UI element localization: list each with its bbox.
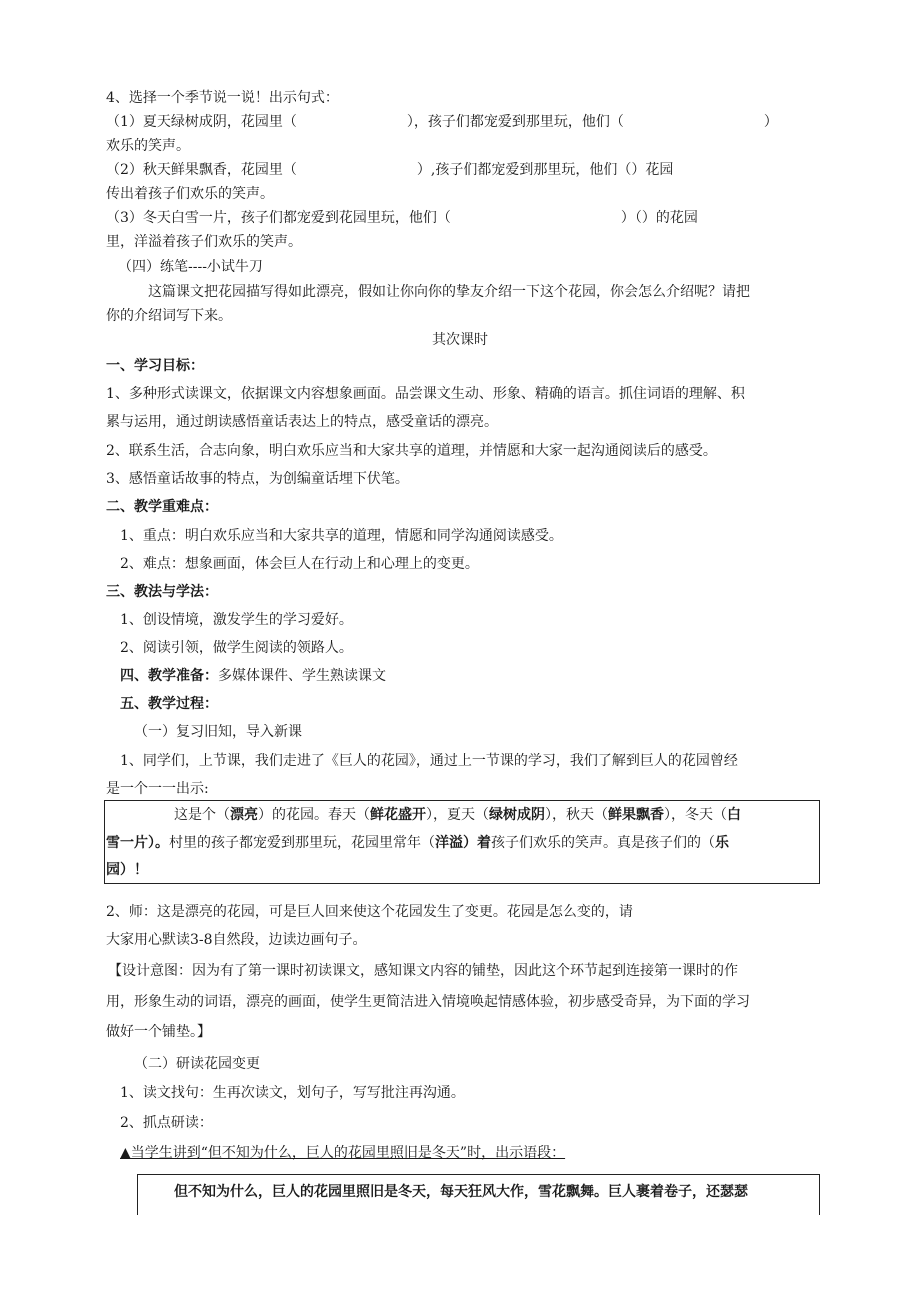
goals-heading: 一、学习目标： [106,358,204,374]
practice-title: （四）练笔----小试牛刀 [118,259,263,275]
read-step-1: 1、读文找句：生再次读文，划句子，写写批注再沟通。 [120,1085,465,1101]
process-part1: （一）复习旧知，导入新课 [134,724,302,740]
prep-line [120,666,386,686]
box-answer: 绿树成阴 [489,807,545,823]
box-answer: 雪一片）。 [106,835,169,851]
sentence1-part-a: （1）夏天绿树成阴，花园里（ [106,114,297,130]
sentence1-line [106,112,778,132]
box-answer: ）着 [463,835,491,851]
key-2: 2、难点：想象画面，体会巨人在行动上和心理上的变更。 [120,556,479,572]
box-answer: 鲜果飘香 [608,807,664,823]
sentence3-part-a: （3）冬天白雪一片，孩子们都宠爱到花园里玩，他们（ [106,210,451,226]
section4-title: 4、选择一个季节说一说！出示句式： [106,90,339,106]
sentence2-line [106,160,673,180]
box-line-2 [106,833,729,853]
sentence2-part-b: ）,孩子们都宠爱到那里玩，他们（）花园 [416,162,674,178]
box-text: ）的花园。春天（ [258,807,370,823]
quote-text: 但不知为什么，巨人的花园里照旧是冬天，每天狂风大作，雪花飘舞。巨人裹着卷子，还瑟瑟 [174,1184,748,1200]
sentence3-end: 里，洋溢着孩子们欢乐的笑声。 [106,234,302,250]
key-1: 1、重点：明白欢乐应当和大家共享的道理，情愿和同学沟通阅读感受。 [120,528,563,544]
box-text: ），秋天（ [545,807,608,823]
box-answer: 白 [727,807,741,823]
sentence1-part-c: ） [763,114,778,130]
design-intent-2: 用，形象生动的词语，漂亮的画面，使学生更简洁进入情境唤起情感体验，初步感受奇异，为下面的学习 [106,994,750,1010]
box-answer: 乐 [715,835,729,851]
box-text: 这是个（ [174,807,230,823]
process-p2a: 2、师：这是漂亮的花园，可是巨人回来使这个花园发生了变更。花园是怎么变的，请 [106,904,633,920]
goal-2: 2、联系生活，合志向象，明白欢乐应当和大家共享的道理，并情愿和大家一起沟通阅读后的感受。 [106,443,717,459]
goal-1a: 1、多种形式读课文，依据课文内容想象画面。品尝课文生动、形象、精确的语言。抓住词语的理解、积 [106,386,745,402]
box-text: 孩子们欢乐的笑声。真是孩子们的（ [491,835,715,851]
practice-text-2: 你的介绍词写下来。 [106,308,232,324]
process-p1a: 1、同学们，上节课，我们走进了《巨人的花园》，通过上一节课的学习，我们了解到巨人的花园曾经 [120,753,738,769]
sentence1-end: 欢乐的笑声。 [106,138,190,154]
box-text: 村里的孩子都宠爱到那里玩，花园里常年（ [169,835,435,851]
process-heading: 五、教学过程： [120,696,218,712]
prep-heading: 四、教学准备： [120,668,218,684]
triangle-note: ▲当学生讲到“但不知为什么，巨人的花园里照旧是冬天”时，出示语段： [120,1145,566,1161]
box-text: ），冬天（ [664,807,727,823]
design-intent-3: 做好一个铺垫。】 [106,1024,211,1040]
sentence2-part-a: （2）秋天鲜果飘香，花园里（ [106,162,297,178]
process-p1b: 是一个一一出示: [106,781,209,797]
box-line-1 [174,805,741,825]
sentence1-part-b: ），孩子们都宠爱到那里玩，他们（ [406,114,624,130]
method-2: 2、阅读引领，做学生阅读的领路人。 [120,640,353,656]
sentence3-line [106,208,698,228]
box-answer: 洋溢 [435,835,463,851]
lesson2-title: 其次课时 [432,332,488,348]
box-answer: 漂亮 [230,807,258,823]
prep-text: 多媒体课件、学生熟读课文 [218,668,386,684]
sentence3-part-b: ）（）的花园 [620,210,698,226]
box-text: ），夏天（ [426,807,489,823]
methods-heading: 三、教法与学法： [106,584,218,600]
sentence2-end: 传出着孩子们欢乐的笑声。 [106,186,274,202]
goal-3: 3、感悟童话故事的特点，为创编童话埋下伏笔。 [106,471,409,487]
keys-heading: 二、教学重难点： [106,499,218,515]
process-p2b: 大家用心默读3-8自然段，边读边画句子。 [106,932,367,948]
box-line-3: 园）！ [106,862,148,878]
process-part2: （二）研读花园变更 [134,1056,260,1072]
practice-text-1: 这篇课文把花园描写得如此漂亮，假如让你向你的挚友介绍一下这个花园，你会怎么介绍呢？请把 [148,284,750,300]
box-answer: 鲜花盛开 [370,807,426,823]
method-1: 1、创设情境，激发学生的学习爱好。 [120,612,353,628]
read-step-2: 2、抓点研读： [120,1115,213,1131]
design-intent-1: 【设计意图：因为有了第一课时初读课文，感知课文内容的铺垫，因此这个环节起到连接第一课时的作 [108,963,738,979]
goal-1b: 累与运用，通过朗读感悟童话表达上的特点，感受童话的漂亮。 [106,414,498,430]
